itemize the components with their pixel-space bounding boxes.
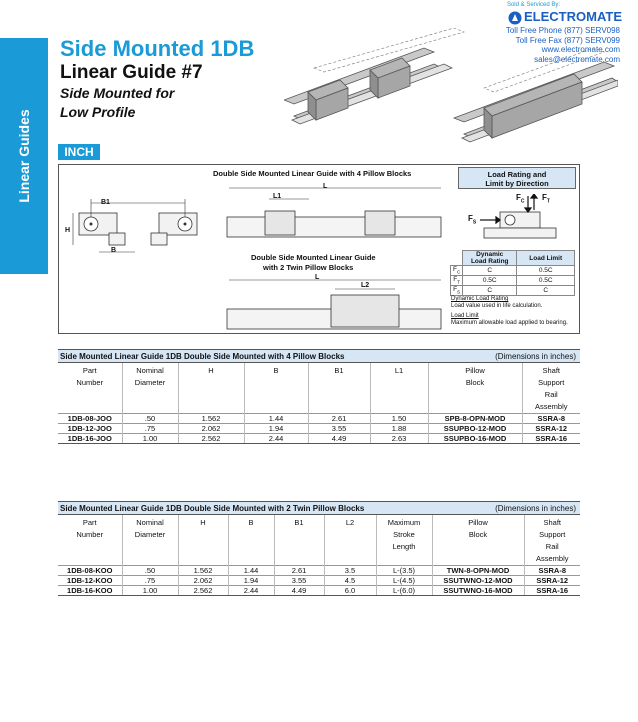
- col-l2: L2: [324, 515, 376, 566]
- col-b: B: [244, 363, 308, 414]
- dim-label-l-bottom: L: [315, 274, 320, 281]
- dim-label-h: H: [65, 227, 71, 234]
- note-dynamic-text: Load value used in life calculation.: [451, 303, 543, 309]
- spec-table-4-pillow-blocks: [58, 349, 580, 444]
- col-pillow-block: Pillow Block: [428, 363, 522, 414]
- diagram-title-4-blocks: Double Side Mounted Linear Guide with 4 Pillow Blocks: [213, 169, 412, 178]
- load-col-limit: Load Limit: [517, 251, 575, 266]
- diagram-title-twin-blocks-2: with 2 Twin Pillow Blocks: [263, 263, 354, 272]
- note-limit-text: Maximum allowable load applied to bearing.: [451, 320, 568, 326]
- table1-title: Side Mounted Linear Guide 1DB Double Side Mounted with 4 Pillow Blocks: [58, 350, 428, 363]
- contact-website[interactable]: www.electromate.com: [541, 45, 620, 54]
- load-row-dynamic: C: [463, 286, 517, 296]
- load-col-dynamic: Dynamic Load Rating: [463, 251, 517, 266]
- table-row: 1DB-16-JOO 1.00 2.562 2.44 4.49 2.63 SSUPBO-16-MOD SSRA-16: [58, 434, 580, 444]
- contact-email[interactable]: sales@electromate.com: [534, 54, 620, 64]
- col-part-number: Part Number: [76, 518, 104, 539]
- col-max-stroke: Maximum Stroke Length: [376, 515, 432, 566]
- electromate-logo-icon: [508, 11, 522, 25]
- diagram-title-twin-blocks-1: Double Side Mounted Linear Guide: [251, 253, 376, 262]
- col-b1: B1: [274, 515, 324, 566]
- dim-label-l-top: L: [323, 183, 328, 190]
- end-view-drawing: [69, 197, 209, 257]
- load-row-limit: 0.5C: [517, 266, 575, 276]
- unit-badge: INCH: [58, 144, 100, 160]
- table2-dims-note: (Dimensions in inches): [432, 502, 580, 515]
- col-shaft-support: Shaft Support Rail Assembly: [522, 363, 580, 414]
- section-tab-label: Linear Guides: [16, 109, 32, 203]
- col-pillow-block: Pillow Block: [432, 515, 524, 566]
- table1-dims-note: (Dimensions in inches): [428, 350, 580, 363]
- col-nominal-diameter: Nominal Diameter: [122, 363, 178, 414]
- dim-label-l1: L1: [273, 193, 282, 200]
- load-rating-header: Load Rating and Limit by Direction: [458, 167, 576, 189]
- table-row: 1DB-12-KOO .75 2.062 1.94 3.55 4.5 L-(4.5) SSUTWNO-12-MOD SSRA-12: [58, 576, 580, 586]
- load-rating-table: [450, 250, 575, 296]
- side-view-4-blocks: [225, 183, 445, 241]
- load-label-ft: $F_T$: [542, 193, 550, 205]
- col-nominal-diameter: Nominal Diameter: [122, 515, 178, 566]
- load-row-label: $F_S$: [451, 286, 463, 296]
- load-row-dynamic: 0.5C: [463, 276, 517, 286]
- note-limit-title: Load Limit: [451, 313, 479, 319]
- page-subtitle: Linear Guide #7: [60, 62, 203, 83]
- col-b1: B1: [308, 363, 370, 414]
- spec-table-twin-pillow-blocks: [58, 501, 580, 596]
- table-row: 1DB-16-KOO 1.00 2.562 2.44 4.49 6.0 L-(6.0) SSUTWNO-16-MOD SSRA-16: [58, 586, 580, 596]
- note-dynamic-title: Dynamic Load Rating: [451, 296, 509, 302]
- linear-guide-illustration: [284, 28, 618, 152]
- page-description: Side Mounted for Low Profile: [60, 85, 175, 120]
- col-part-number: Part Number: [76, 366, 104, 387]
- load-label-fc: $F_C$: [516, 193, 525, 205]
- brand-name: ELECTROMATE: [508, 9, 622, 25]
- col-b: B: [228, 515, 274, 566]
- load-row-limit: C: [517, 286, 575, 296]
- col-l1: L1: [370, 363, 428, 414]
- page-title: Side Mounted 1DB: [60, 36, 255, 61]
- dim-label-b: B: [111, 247, 117, 254]
- col-h: H: [178, 363, 244, 414]
- side-view-twin-blocks: [225, 275, 445, 331]
- col-shaft-support: Shaft Support Rail Assembly: [524, 515, 580, 566]
- table-row: 1DB-12-JOO .75 2.062 1.94 3.55 1.88 SSUPBO-12-MOD SSRA-12: [58, 424, 580, 434]
- load-label-fs: $F_S$: [468, 214, 477, 226]
- contact-phone: Toll Free Phone (877) SERV098: [505, 26, 620, 35]
- col-h: H: [178, 515, 228, 566]
- load-row-label: $F_T$: [451, 276, 463, 286]
- load-row-dynamic: C: [463, 266, 517, 276]
- table-row: 1DB-08-JOO .50 1.562 1.44 2.61 1.50 SPB-8-OPN-MOD SSRA-8: [58, 414, 580, 424]
- load-row-label: $F_C$: [451, 266, 463, 276]
- section-tab: [0, 38, 48, 274]
- sold-by-label: Sold & Serviced By:: [506, 2, 560, 8]
- load-row-limit: 0.5C: [517, 276, 575, 286]
- table2-title: Side Mounted Linear Guide 1DB Double Side Mounted with 2 Twin Pillow Blocks: [58, 502, 432, 515]
- table-row: 1DB-08-KOO .50 1.562 1.44 2.61 3.5 L-(3.5) TWN-8-OPN-MOD SSRA-8: [58, 566, 580, 576]
- dim-label-l2: L2: [361, 282, 370, 289]
- contact-fax: Toll Free Fax (877) SERV099: [515, 35, 620, 45]
- dim-label-b1: B1: [101, 199, 110, 206]
